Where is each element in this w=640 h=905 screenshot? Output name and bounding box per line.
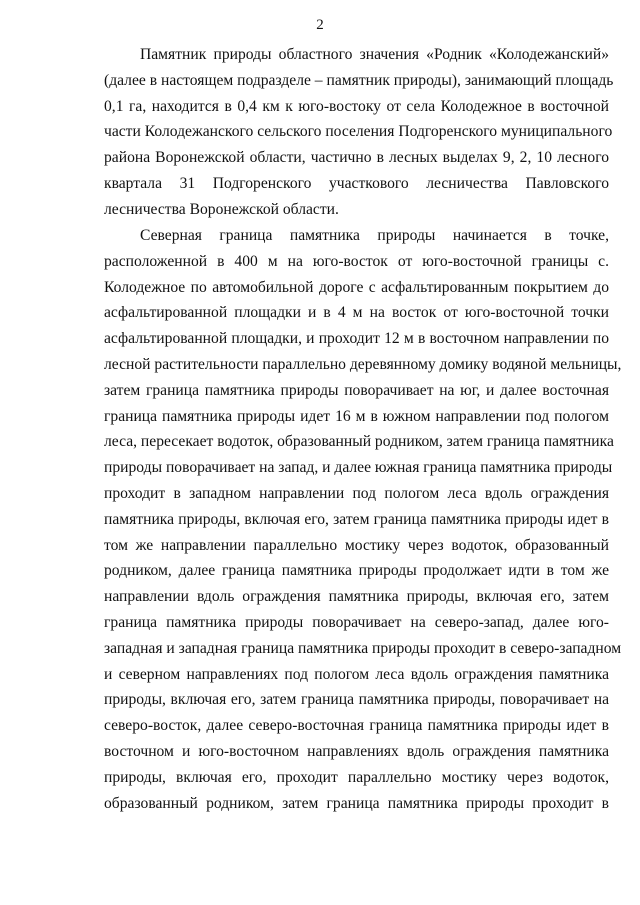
text-line: природы, включая его, затем граница памятника природы, поворачивает на — [104, 691, 609, 709]
text-line: северо-восток, далее северо-восточная граница памятника природы идет в — [104, 717, 609, 735]
text-line: 0,1 га, находится в 0,4 км к юго-востоку от села Колодежное в восточной — [104, 97, 609, 115]
text-line: природы поворачивает на запад, и далее южная граница памятника природы — [104, 459, 613, 477]
text-line: родником, далее граница памятника природы продолжает идти в том же — [104, 562, 609, 580]
text-line: асфальтированной площадки, и проходит 12 м в восточном направлении по — [104, 330, 609, 348]
text-line: Памятник природы областного значения «Родник «Колодежанский» — [140, 46, 609, 63]
text-line: направлении вдоль ограждения памятника природы, включая его, затем — [104, 588, 609, 606]
text-line: граница памятника природы поворачивает на северо-запад, далее юго- — [104, 613, 609, 631]
text-line: района Воронежской области, частично в лесных выделах 9, 2, 10 лесного — [104, 149, 609, 167]
text-line: восточном и юго-восточном направлениях вдоль ограждения памятника — [104, 742, 609, 760]
text-line: западная и западная граница памятника природы проходит в северо-западном — [104, 639, 622, 657]
text-line: Северная граница памятника природы начинается в точке, — [140, 227, 609, 244]
text-line: памятника природы, включая его, затем граница памятника природы идет в — [104, 510, 609, 528]
text-line: (далее в настоящем подразделе – памятник природы), занимающий площадь — [104, 71, 614, 89]
text-line: образованный родником, затем граница памятника природы проходит в — [104, 794, 609, 812]
text-line: проходит в западном направлении под пологом леса вдоль ограждения — [104, 484, 609, 502]
text-line: природы, включая его, проходит параллельно мостику через водоток, — [104, 768, 609, 786]
text-line: Колодежное по автомобильной дороге с асфальтированным покрытием до — [104, 278, 609, 296]
text-line: части Колодежанского сельского поселения Подгоренского муниципального — [104, 123, 613, 141]
text-line: затем граница памятника природы поворачивает на юг, и далее восточная — [104, 381, 609, 399]
text-line: граница памятника природы идет 16 м в южном направлении под пологом — [104, 407, 609, 425]
text-line: квартала 31 Подгоренского участкового лесничества Павловского — [104, 174, 609, 192]
text-line: расположенной в 400 м на юго-восток от юго-восточной границы с. — [104, 252, 609, 270]
page-number: 2 — [316, 17, 324, 33]
paragraph-boundary-description — [104, 223, 622, 816]
paragraph-location — [104, 42, 614, 223]
text-line: лесничества Воронежской области. — [104, 200, 339, 218]
text-line: том же направлении параллельно мостику через водоток, образованный — [104, 536, 609, 554]
text-line: лесной растительности параллельно деревянному домику водяной мельницы, — [104, 355, 622, 373]
text-line: асфальтированной площадки и в 4 м на восток от юго-восточной точки — [104, 304, 609, 322]
text-line: и северном направлениях под пологом леса вдоль ограждения памятника — [104, 665, 609, 683]
text-line: леса, пересекает водоток, образованный родником, затем граница памятника — [104, 433, 614, 451]
